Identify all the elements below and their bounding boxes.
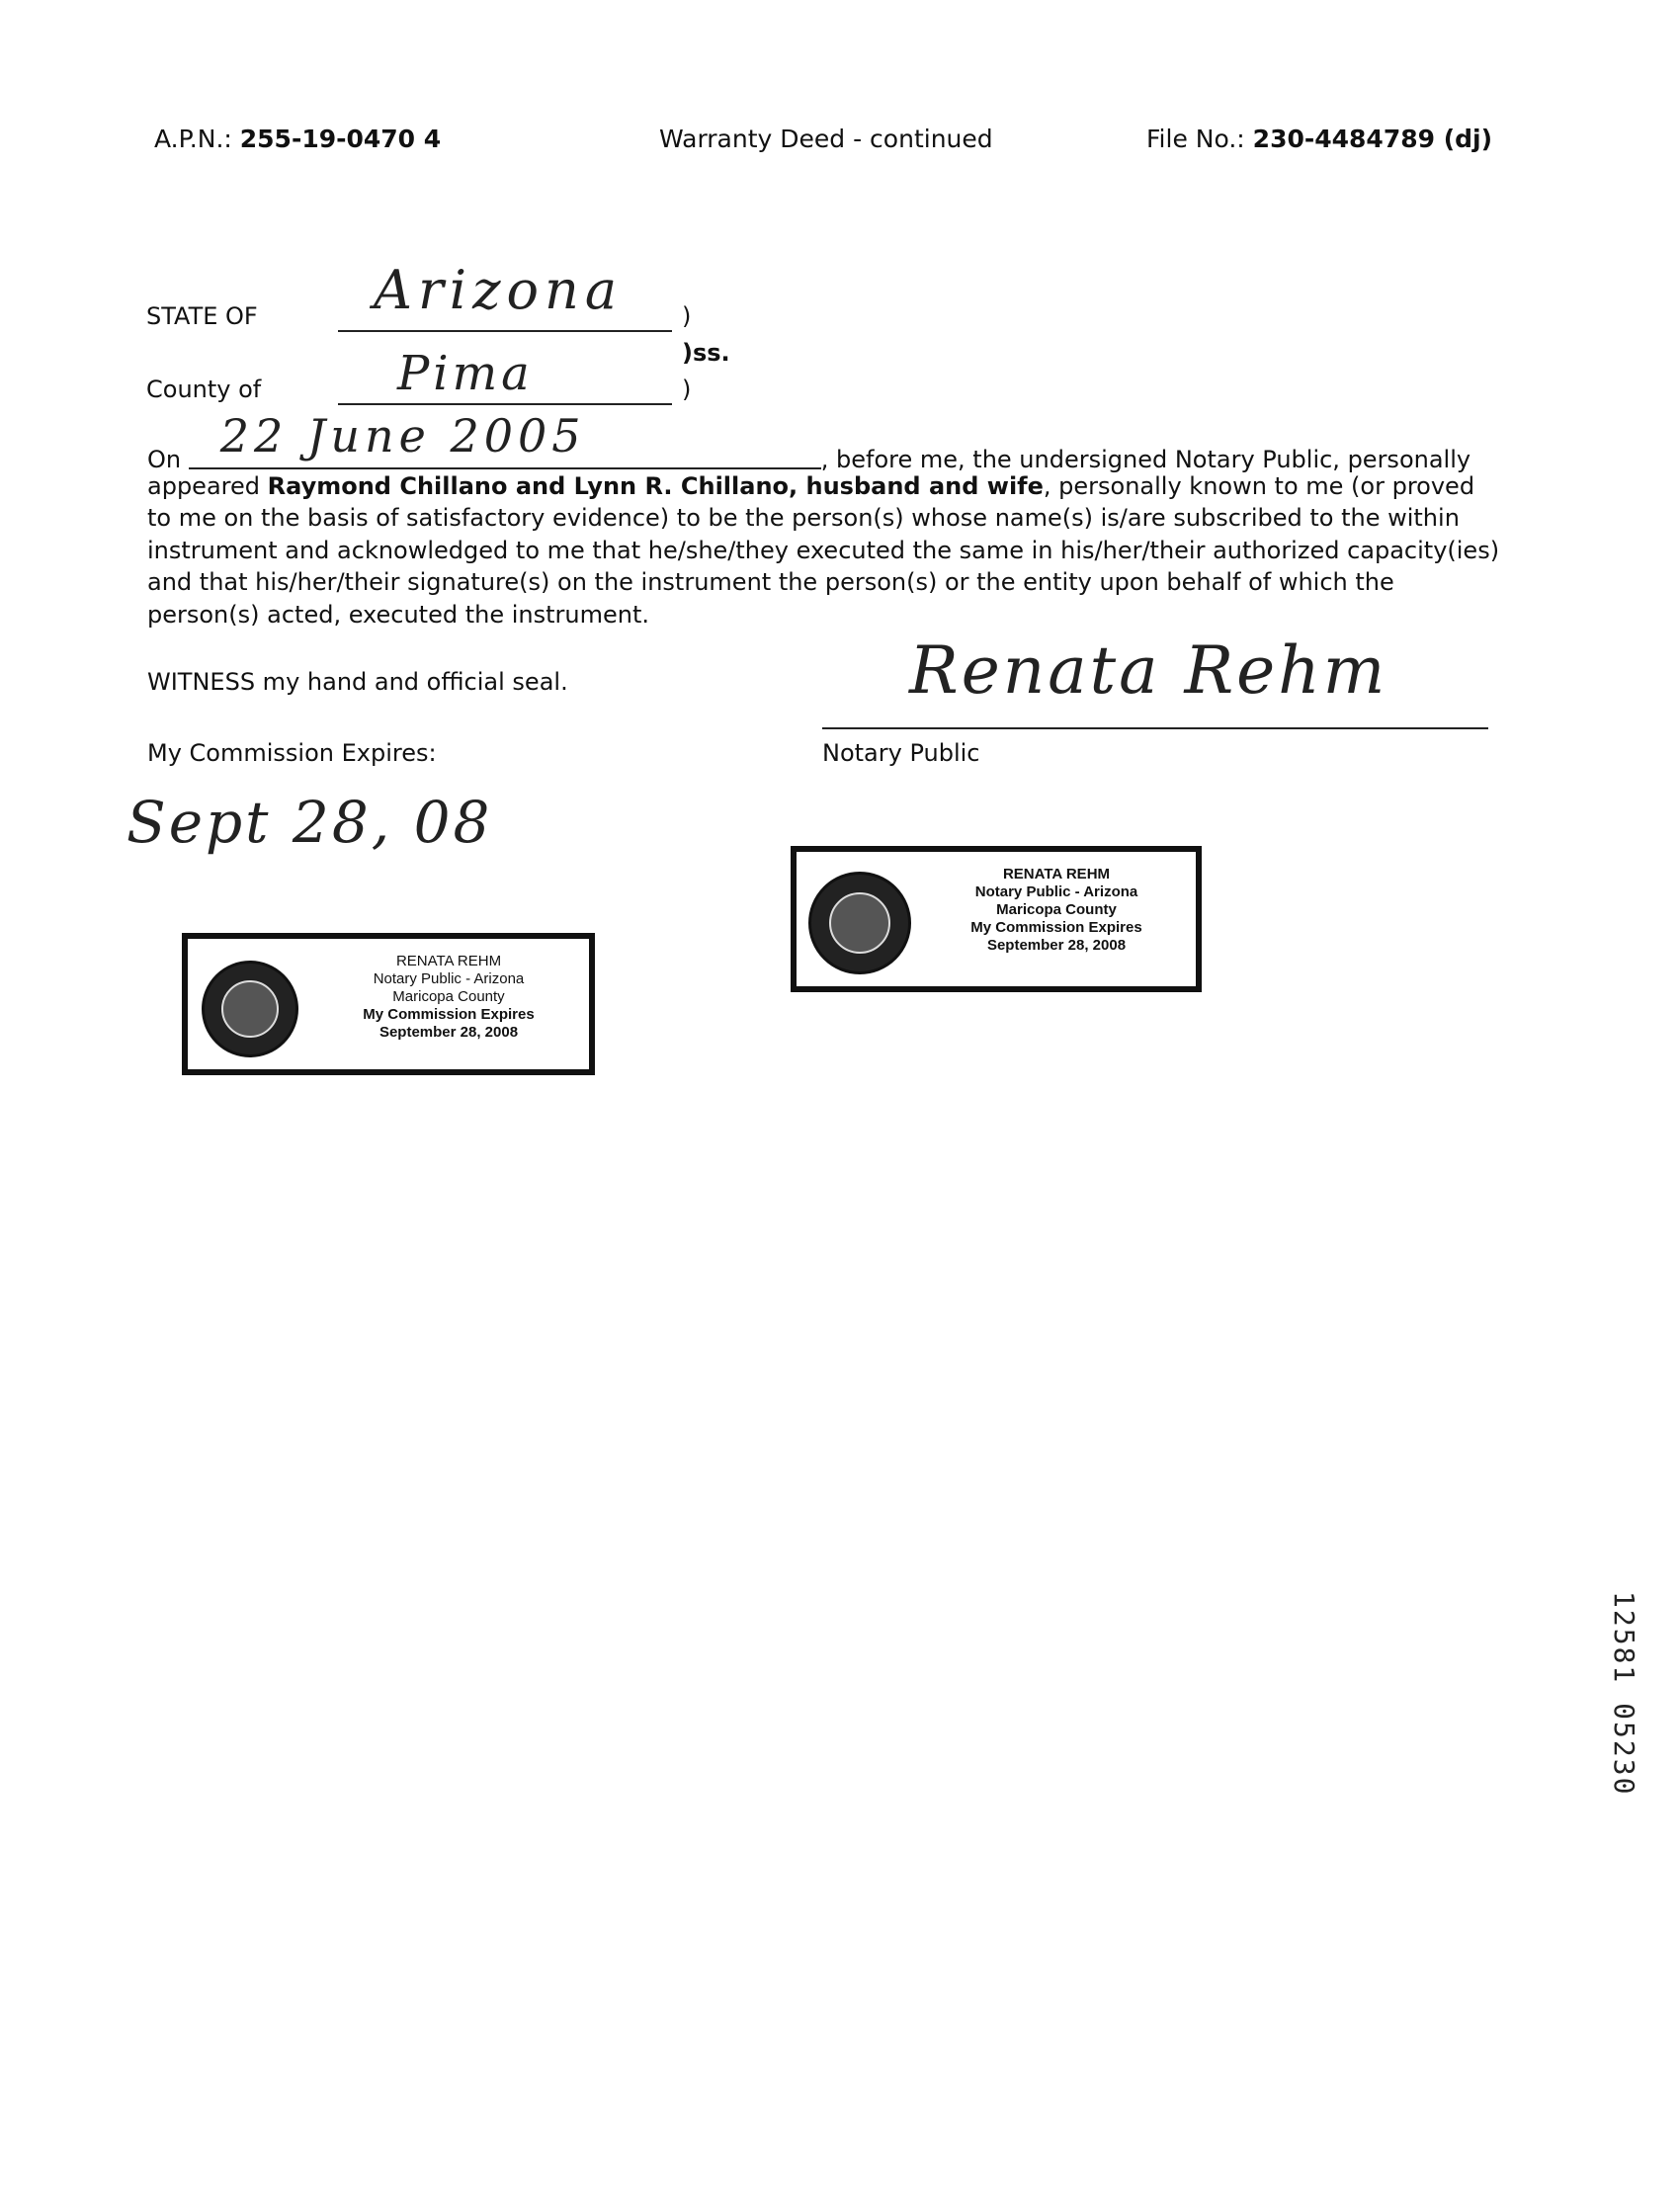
apn-label: A.P.N.:	[154, 125, 232, 153]
stamp-left-title: Notary Public - Arizona	[373, 970, 525, 987]
stamp-left-county: Maricopa County	[392, 988, 505, 1005]
date-field	[189, 409, 821, 469]
signature-line	[822, 727, 1488, 729]
state-value: Arizona	[374, 259, 624, 321]
stamp-right-name: RENATA REHM	[1002, 866, 1111, 883]
document-title: Warranty Deed - continued	[659, 125, 993, 153]
ack-line-5: and that his/her/their signature(s) on the instrument the person(s) or the entity upon behalf of which the	[147, 568, 1394, 596]
ss-mark: )ss.	[682, 339, 730, 367]
witness-statement: WITNESS my hand and official seal.	[147, 668, 568, 696]
county-value: Pima	[397, 346, 534, 401]
ack-line-1-rest: , before me, the undersigned Notary Public, personally	[820, 446, 1471, 473]
signer-names: Raymond Chillano and Lynn R. Chillano, husband and wife	[267, 471, 1044, 500]
margin-recording-number	[1608, 1591, 1660, 1858]
stamp-left-name: RENATA REHM	[395, 953, 502, 969]
commission-expiry-date: Sept 28, 08	[126, 789, 493, 856]
county-paren: )	[682, 376, 692, 403]
ack-line-2	[147, 470, 1516, 503]
state-underline	[338, 330, 672, 332]
file-number-value: 230-4484789 (dj)	[1252, 125, 1493, 153]
notary-stamp-right	[791, 846, 1202, 992]
stamp-right-county: Maricopa County	[996, 901, 1117, 918]
stamp-left-text	[310, 953, 587, 1042]
apn-value: 255-19-0470 4	[239, 125, 442, 153]
state-paren: )	[682, 302, 692, 330]
apn-field	[154, 125, 441, 153]
state-seal-icon	[808, 872, 911, 974]
county-underline	[338, 403, 672, 405]
ack-line-3: to me on the basis of satisfactory evidence) to be the person(s) whose name(s) is/are subscribed to the within	[147, 504, 1460, 532]
date-value: 22 June 2005	[219, 409, 586, 462]
stamp-right-expires-date: September 28, 2008	[986, 937, 1127, 954]
stamp-left-expires-date: September 28, 2008	[378, 1024, 519, 1041]
file-number-label: File No.:	[1146, 125, 1245, 153]
ack-line-6: person(s) acted, executed the instrument.	[147, 600, 649, 629]
ack-line-2-pre: appeared	[147, 471, 268, 500]
state-label: STATE OF	[146, 302, 258, 330]
stamp-left-expires-label: My Commission Expires	[363, 1006, 535, 1023]
ack-line-4: instrument and acknowledged to me that he/she/they executed the same in his/her/their authorized capacity(ies)	[147, 536, 1500, 564]
commission-expires-label: My Commission Expires:	[147, 739, 437, 767]
county-label: County of	[146, 376, 262, 403]
state-seal-icon	[202, 961, 298, 1057]
stamp-right-title: Notary Public - Arizona	[974, 883, 1138, 900]
notary-signature: Renata Rehm	[909, 632, 1388, 709]
ack-line-2-post: , personally known to me (or proved	[1043, 471, 1475, 500]
ack-line-1	[147, 409, 1516, 473]
notary-stamp-left	[182, 933, 595, 1075]
margin-recording-text: 12581 05230	[1608, 1591, 1640, 1797]
stamp-right-text	[923, 866, 1190, 955]
on-label: On	[147, 446, 182, 473]
acknowledgment-paragraph	[147, 409, 1516, 631]
file-number-field	[1146, 125, 1492, 153]
notary-public-label: Notary Public	[822, 739, 980, 767]
stamp-right-expires-label: My Commission Expires	[970, 919, 1142, 936]
